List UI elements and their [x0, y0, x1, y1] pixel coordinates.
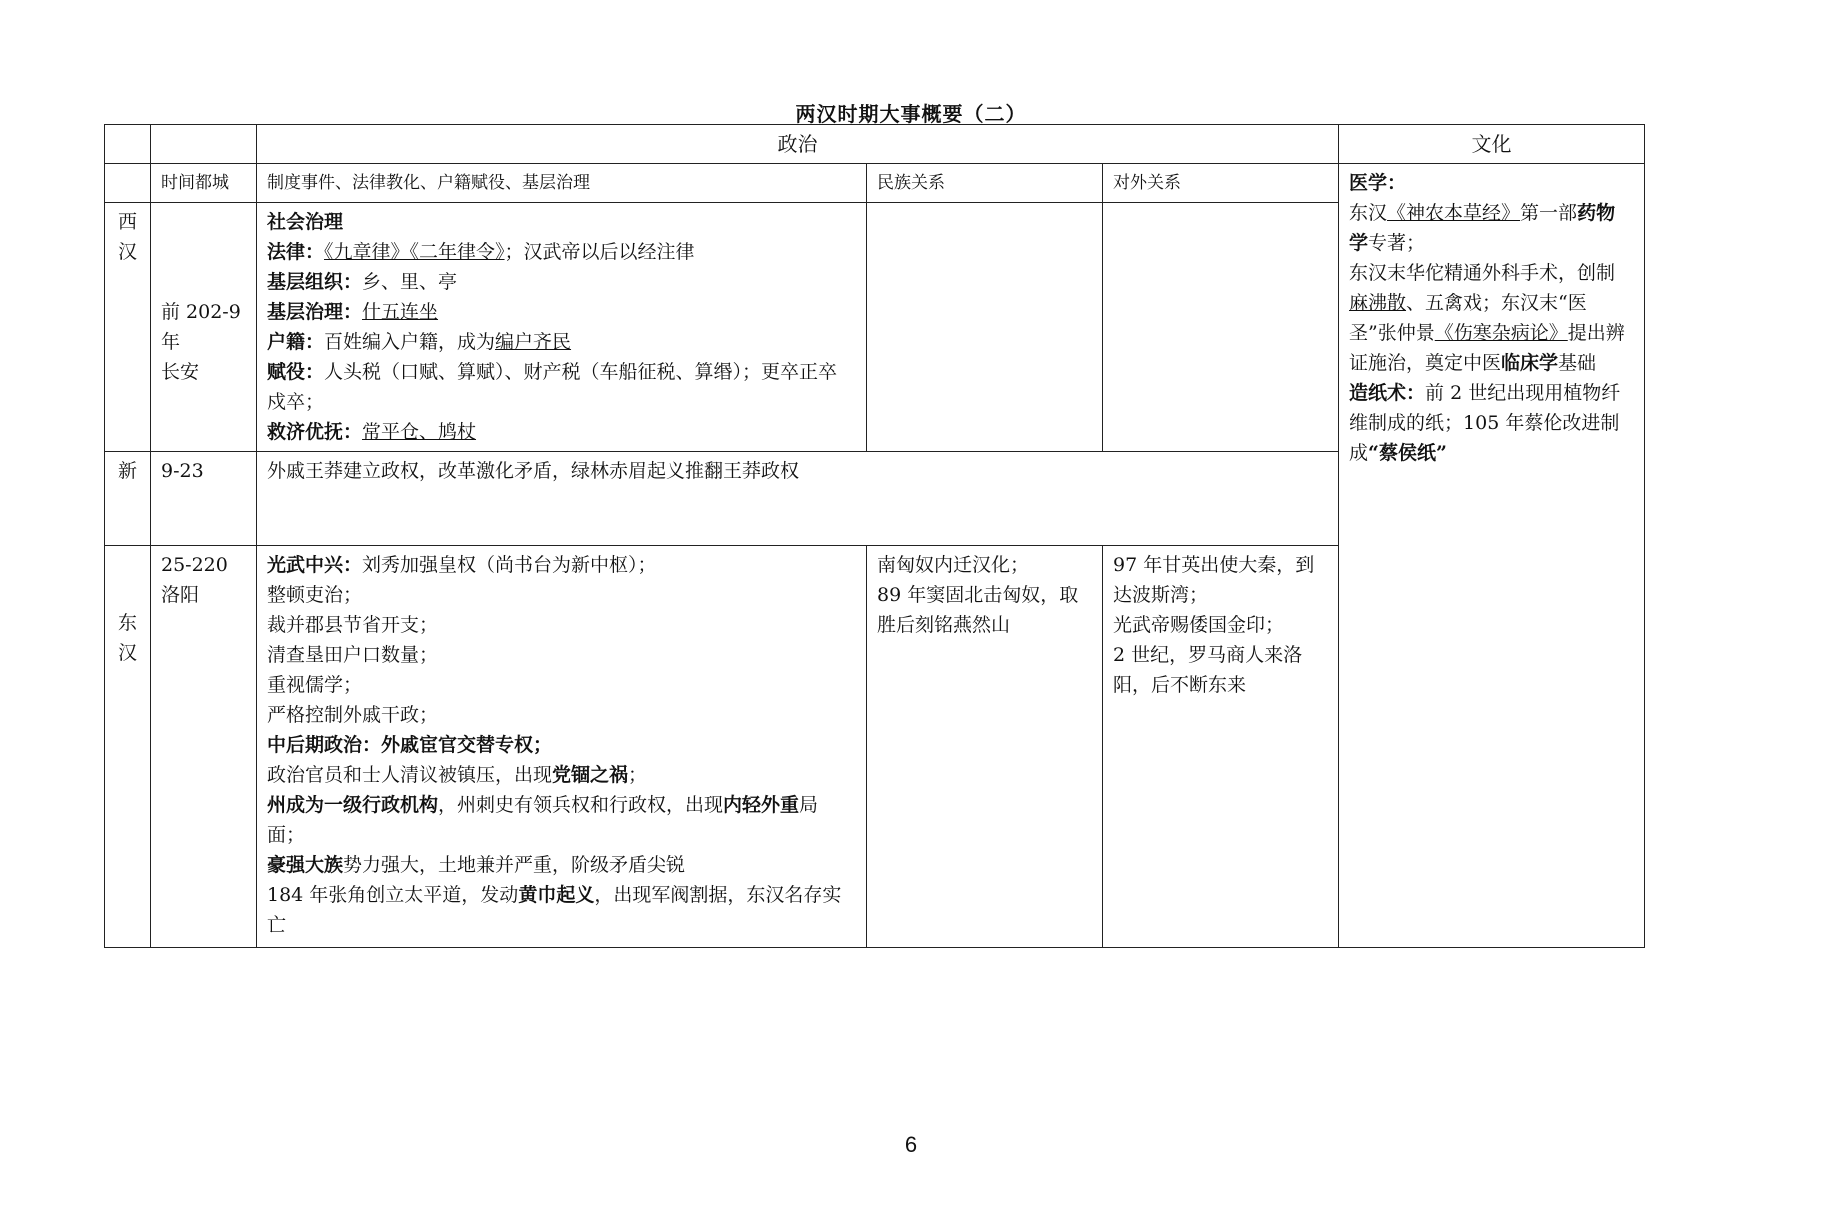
donghan-p3: 清查垦田户口数量； — [267, 644, 439, 666]
header-empty-2 — [151, 125, 257, 164]
hj-b: 黄巾起义 — [518, 884, 595, 906]
summary-table — [104, 124, 1645, 948]
m1-a: 东汉 — [1349, 202, 1388, 224]
paper-a: 前 2 世纪出现用植物纤维制成的纸；105 年蔡伦改进制成 — [1349, 382, 1621, 464]
subheader-row — [105, 164, 1645, 203]
dynasty-donghan — [105, 546, 151, 948]
xihan-time-2: 年 — [161, 331, 181, 353]
xihan-time-3: 长安 — [161, 361, 200, 383]
law-label: 法律： — [267, 241, 325, 263]
ethnic-xihan — [867, 203, 1103, 452]
gov-u: 什五连坐 — [362, 301, 439, 323]
donghan-danggu — [267, 760, 856, 790]
org-label: 基层组织： — [267, 271, 363, 293]
header-row — [105, 125, 1645, 164]
xihan-c2: 汉 — [117, 241, 137, 263]
relief-u: 常平仓、鸠杖 — [362, 421, 477, 443]
xihan-relief — [267, 417, 856, 447]
dynasty-xin: 新 — [105, 452, 151, 546]
donghan-time-2: 洛阳 — [161, 584, 200, 606]
header-empty-1 — [105, 125, 151, 164]
foreign-3: 2 世纪，罗马商人来洛阳，后不断东来 — [1113, 644, 1303, 696]
xihan-gov — [267, 297, 856, 327]
m2-u: 麻沸散 — [1349, 292, 1407, 314]
huji-u: 编户齐民 — [495, 331, 572, 353]
gov-label: 基层治理： — [267, 301, 363, 323]
donghan-p2: 裁并郡县节省开支； — [267, 614, 439, 636]
m2-e: 基础 — [1558, 352, 1597, 374]
donghan-gw — [267, 550, 856, 580]
gw-label: 光武中兴： — [267, 554, 363, 576]
law-u: 《九章律》《二年律令》 — [324, 241, 505, 263]
culture-cell — [1339, 164, 1645, 948]
m2-b: 、五禽戏；东汉末“医圣”张仲景 — [1349, 292, 1587, 344]
page-number: 6 — [904, 1132, 918, 1157]
zhou-c: 内轻外重 — [723, 794, 800, 816]
time-xin: 9-23 — [151, 452, 257, 546]
zhou-b: ，州刺史有领兵权和行政权，出现 — [438, 794, 724, 816]
system-donghan — [257, 546, 867, 948]
header-culture: 文化 — [1339, 125, 1645, 164]
header-politics: 政治 — [257, 125, 1339, 164]
xihan-org — [267, 267, 856, 297]
ethnic-1: 南匈奴内迁汉化； — [877, 554, 1030, 576]
m1-c: 药物学 — [1349, 202, 1616, 254]
system-xihan — [257, 203, 867, 452]
donghan-c1: 东 — [117, 612, 137, 634]
hj-a: 184 年张角创立太平道，发动 — [267, 884, 519, 906]
dg-a: 政治官员和士人清议被镇压，出现 — [267, 764, 553, 786]
m2-c: 提出辨证施治，奠定中医 — [1349, 322, 1625, 374]
m1-u: 《神农本草经》 — [1387, 202, 1521, 224]
culture-paper — [1349, 378, 1634, 468]
culture-med-label: 医学： — [1349, 172, 1407, 194]
gw-rest: 刘秀加强皇权（尚书台为新中枢）； — [362, 554, 657, 576]
donghan-p1: 整顿吏治； — [267, 584, 363, 606]
col-time: 时间都城 — [151, 164, 257, 203]
m2-u2: 《伤寒杂病论》 — [1434, 322, 1568, 344]
ethnic-2: 89 年窦固北击匈奴，取胜后刻铭燕然山 — [877, 584, 1079, 636]
foreign-xihan — [1103, 203, 1339, 452]
subheader-empty — [105, 164, 151, 203]
dg-b: 党锢之祸 — [552, 764, 629, 786]
col-system: 制度事件、法律教化、户籍赋役、基层治理 — [257, 164, 867, 203]
paper-label: 造纸术： — [1349, 382, 1426, 404]
hq-b: 势力强大，土地兼并严重，阶级矛盾尖锐 — [343, 854, 686, 876]
donghan-p4: 重视儒学； — [267, 674, 363, 696]
page-title: 两汉时期大事概要（二） — [795, 102, 1027, 126]
donghan-zhou — [267, 790, 856, 850]
huji-rest: 百姓编入户籍，成为 — [324, 331, 496, 353]
ethnic-donghan — [867, 546, 1103, 948]
tax-label: 赋役： — [267, 361, 325, 383]
xihan-heading: 社会治理 — [267, 211, 344, 233]
culture-med-2 — [1349, 258, 1634, 378]
dynasty-xihan — [105, 203, 151, 452]
donghan-c2: 汉 — [117, 642, 137, 664]
xihan-huji — [267, 327, 856, 357]
foreign-2: 光武帝赐倭国金印； — [1113, 614, 1285, 636]
zhou-a: 州成为一级行政机构 — [267, 794, 439, 816]
time-xihan — [151, 203, 257, 452]
xihan-law — [267, 237, 856, 267]
m2-d: 临床学 — [1501, 352, 1559, 374]
org-rest: 乡、里、亭 — [362, 271, 458, 293]
hq-a: 豪强大族 — [267, 854, 344, 876]
col-foreign: 对外关系 — [1103, 164, 1339, 203]
donghan-huangjin — [267, 880, 856, 940]
culture-med-1 — [1349, 198, 1634, 258]
m1-b: 第一部 — [1520, 202, 1578, 224]
donghan-mid: 中后期政治：外戚宦官交替专权； — [267, 734, 553, 756]
donghan-time-1: 25-220 — [161, 554, 228, 576]
xihan-tax — [267, 357, 856, 417]
donghan-p5: 严格控制外戚干政； — [267, 704, 439, 726]
col-ethnic: 民族关系 — [867, 164, 1103, 203]
foreign-1: 97 年甘英出使大秦，到达波斯湾； — [1113, 554, 1315, 606]
paper-b: “蔡侯纸” — [1368, 442, 1447, 464]
donghan-haoqiang — [267, 850, 856, 880]
m2-a: 东汉末华佗精通外科手术，创制 — [1349, 262, 1616, 284]
huji-label: 户籍： — [267, 331, 325, 353]
xihan-c1: 西 — [117, 211, 137, 233]
dg-c: ； — [628, 764, 648, 786]
tax-rest: 人头税（口赋、算赋）、财产税（车船征税、算缗）；更卒正卒戍卒； — [267, 361, 838, 413]
law-rest: ；汉武帝以后以经注律 — [504, 241, 695, 263]
zhou-d: 局面； — [267, 794, 819, 846]
foreign-donghan — [1103, 546, 1339, 948]
relief-label: 救济优抚： — [267, 421, 363, 443]
xihan-time-1: 前 202-9 — [161, 301, 241, 323]
time-donghan — [151, 546, 257, 948]
m1-d: 专著； — [1368, 232, 1426, 254]
system-xin: 外戚王莽建立政权，改革激化矛盾，绿林赤眉起义推翻王莽政权 — [257, 452, 1339, 546]
hj-c: ，出现军阀割据，东汉名存实亡 — [267, 884, 842, 936]
